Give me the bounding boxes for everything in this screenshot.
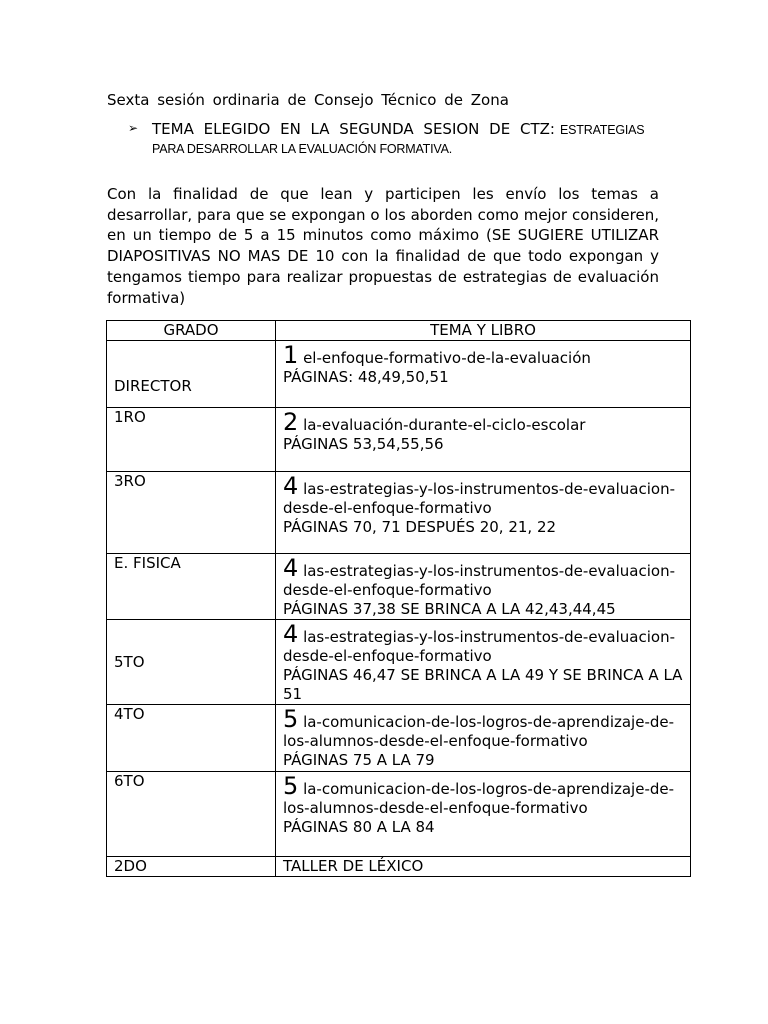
grade-cell: DIRECTOR <box>107 341 276 408</box>
table-row <box>107 772 691 857</box>
topic-line <box>283 622 684 666</box>
topic-cell <box>276 554 691 620</box>
pages-text: PÁGINAS 80 A LA 84 <box>283 818 435 836</box>
topic-cell <box>276 408 691 472</box>
table-row <box>107 472 691 554</box>
grade-cell: 4TO <box>107 705 276 772</box>
topic-line <box>283 556 684 600</box>
grade-cell: 6TO <box>107 772 276 857</box>
bullet-main-text: TEMA ELEGIDO EN LA SEGUNDA SESION DE CTZ: <box>152 120 555 138</box>
pages-text: PÁGINAS 53,54,55,56 <box>283 435 444 453</box>
column-header-grade: GRADO <box>107 321 276 341</box>
topics-table <box>106 320 691 877</box>
topic-cell <box>276 341 691 408</box>
topic-number: 2 <box>283 408 299 436</box>
table-row <box>107 705 691 772</box>
topic-title: las-estrategias-y-los-instrumentos-de-evaluacion-desde-el-enfoque-formativo <box>283 562 676 599</box>
topic-title: la-comunicacion-de-los-logros-de-aprendizaje-de-los-alumnos-desde-el-enfoque-formativo <box>283 713 675 750</box>
grade-cell: 5TO <box>107 620 276 705</box>
topic-line <box>283 410 684 435</box>
grade-cell: 2DO <box>107 857 276 877</box>
topic-title: la-evaluación-durante-el-ciclo-escolar <box>303 416 586 434</box>
topic-number: 5 <box>283 772 299 800</box>
topic-number: 5 <box>283 705 299 733</box>
topic-title: las-estrategias-y-los-instrumentos-de-evaluacion-desde-el-enfoque-formativo <box>283 480 676 517</box>
topic-cell <box>276 472 691 554</box>
table-header-row <box>107 321 691 341</box>
topic-title: la-comunicacion-de-los-logros-de-aprendizaje-de-los-alumnos-desde-el-enfoque-formativo <box>283 780 675 817</box>
topic-line <box>283 774 684 818</box>
bullet-subtitle-text: ESTRATEGIAS PARA DESARROLLAR LA EVALUACIÓN FORMATIVA. <box>152 123 645 156</box>
topic-number: 4 <box>283 472 299 500</box>
topic-number: 1 <box>283 341 299 369</box>
pages-text: PÁGINAS: 48,49,50,51 <box>283 368 449 386</box>
topic-title: las-estrategias-y-los-instrumentos-de-evaluacion-desde-el-enfoque-formativo <box>283 628 676 665</box>
grade-cell: 1RO <box>107 408 276 472</box>
topic-line <box>283 343 684 368</box>
document-heading: Sexta sesión ordinaria de Consejo Técnico de Zona <box>107 91 509 109</box>
grade-cell: E. FISICA <box>107 554 276 620</box>
topic-title: el-enfoque-formativo-de-la-evaluación <box>303 349 591 367</box>
topic-cell <box>276 772 691 857</box>
pages-text: PÁGINAS 70, 71 DESPUÉS 20, 21, 22 <box>283 518 557 536</box>
pages-text: PÁGINAS 46,47 SE BRINCA A LA 49 Y SE BRINCA A LA 51 <box>283 666 683 703</box>
pages-text: PÁGINAS 37,38 SE BRINCA A LA 42,43,44,45 <box>283 600 616 618</box>
topic-line <box>283 474 684 518</box>
column-header-topic: TEMA Y LIBRO <box>276 321 691 341</box>
topic-line <box>283 707 684 751</box>
grade-cell: 3RO <box>107 472 276 554</box>
bullet-text <box>152 120 662 158</box>
table-row <box>107 620 691 705</box>
arrow-bullet-icon: ➢ <box>128 121 139 135</box>
table-row <box>107 554 691 620</box>
topic-number: 4 <box>283 554 299 582</box>
topic-cell <box>276 705 691 772</box>
topic-cell <box>276 620 691 705</box>
pages-text: PÁGINAS 75 A LA 79 <box>283 751 435 769</box>
table-row <box>107 408 691 472</box>
table-row <box>107 857 691 877</box>
table-row <box>107 341 691 408</box>
topic-cell: TALLER DE LÉXICO <box>276 857 691 877</box>
intro-paragraph: Con la finalidad de que lean y participen les envío los temas a desarrollar, para que se expongan o los aborden como mejor consideren, en un tiempo de 5 a 15 minutos como máximo (SE SUGIERE UTILIZAR DIAPOSITIVAS NO MAS DE 10 con la finalidad de que todo expongan y tengamos tiempo para realizar propuestas de estrategias de evaluación formativa) <box>107 185 659 307</box>
topic-number: 4 <box>283 620 299 648</box>
